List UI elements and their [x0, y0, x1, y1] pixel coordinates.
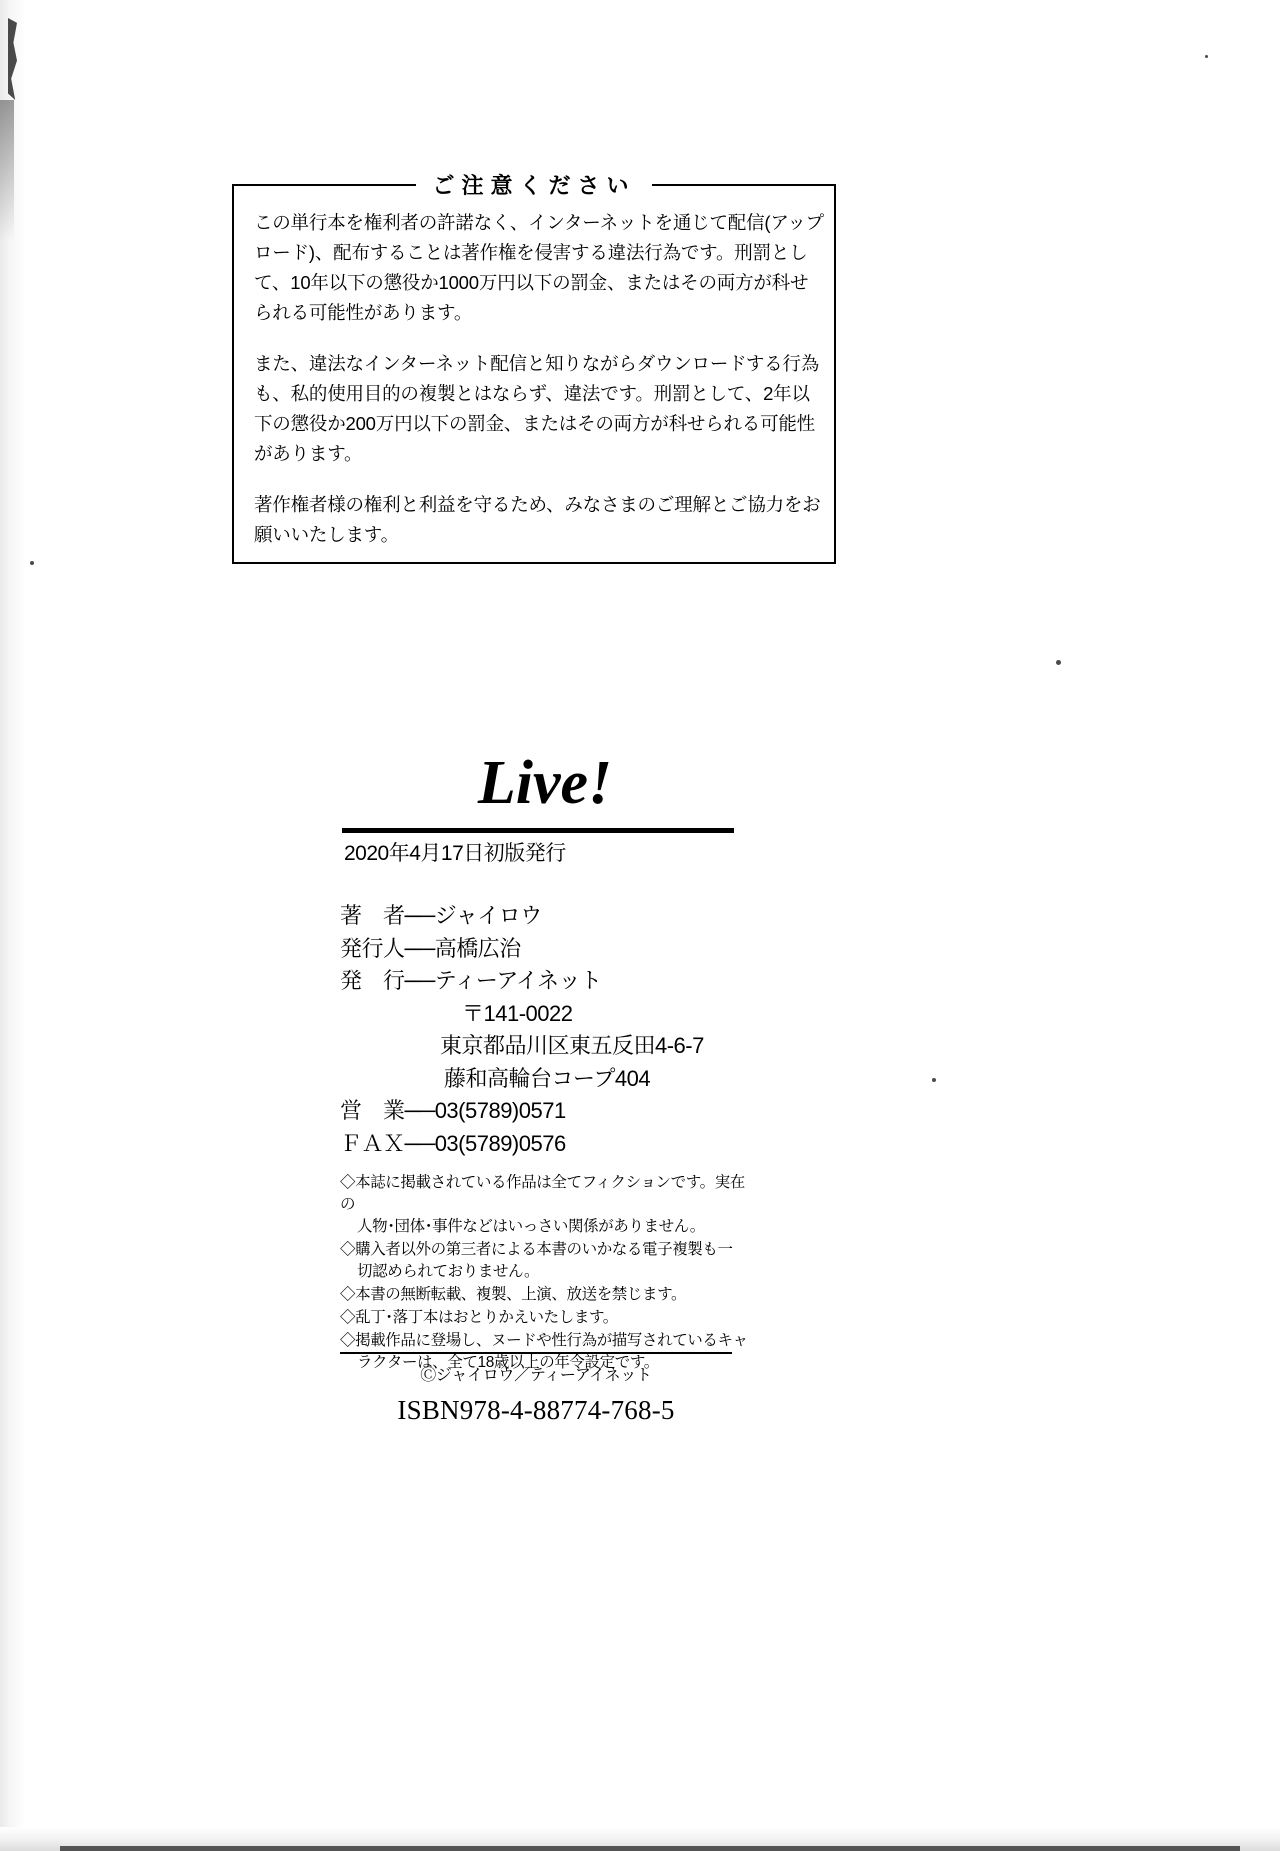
- note-item: [340, 1307, 750, 1329]
- isbn-number: ISBN978-4-88774-768-5: [397, 1395, 675, 1425]
- scan-edge-left: [0, 0, 26, 1851]
- note-item: [340, 1284, 750, 1306]
- scan-edge-bottom: [0, 1827, 1280, 1851]
- publication-date: 2020年4月17日初版発行: [344, 842, 566, 865]
- scan-speck: [1056, 660, 1061, 665]
- note-text-cont: 人物･団体･事件などはいっさい関係がありません。: [357, 1218, 705, 1235]
- notice-paragraph: 著作権者様の権利と利益を守るため、みなさまのご理解とご協力をお願いいたします。: [254, 493, 821, 545]
- credit-value: ジャイロウ: [434, 903, 542, 928]
- note-text-cont: 切認められておりません。: [357, 1263, 540, 1280]
- address-line: 東京都品川区東五反田4-6-7: [440, 1033, 704, 1059]
- scan-speck: [30, 561, 34, 565]
- notice-paragraph: また、違法なインターネット配信と知りながらダウンロードする行為も、私的使用目的の複製とはならず、違法です。刑罰として、2年以下の懲役か200万円以下の罰金、またはその両方が科せられる可能性があります。: [254, 352, 820, 464]
- credit-value: 03(5789)0571: [434, 1098, 566, 1124]
- notice-paragraph: この単行本を権利者の許諾なく、インターネットを通じて配信(アップロード)、配布することは著作権を侵害する違法行為です。刑罰として、10年以下の懲役か1000万円以下の罰金、またはその両方が科せられる可能性があります。: [254, 212, 824, 323]
- credit-value: 03(5789)0576: [434, 1130, 566, 1156]
- credit-label: 発行人──: [340, 935, 435, 961]
- notice-body: [254, 208, 824, 550]
- address-line: 〒141-0022: [462, 1000, 573, 1026]
- note-text: ◇本誌に掲載されている作品は全てフィクションです。実在の: [340, 1174, 745, 1213]
- note-text-cont: ラクターは、全て18歳以上の年令設定です。: [357, 1354, 659, 1371]
- credit-row: [340, 965, 760, 998]
- scan-speck: [1205, 55, 1208, 58]
- note-text: ◇本書の無断転載、複製、上演、放送を禁じます。: [340, 1286, 687, 1303]
- credit-label: ＦＡＸ──: [340, 1130, 435, 1156]
- note-item: [340, 1172, 750, 1238]
- credit-row: [340, 1128, 760, 1161]
- credit-row: [340, 900, 760, 933]
- divider-thick: [342, 828, 734, 833]
- copyright-line: Ⓒジャイロウ／ティーアイネット: [420, 1367, 652, 1384]
- credit-value: ティーアイネット: [434, 968, 602, 994]
- credit-label: 営 業──: [340, 1098, 435, 1124]
- note-item: [340, 1239, 750, 1283]
- credit-row: [340, 933, 760, 966]
- colophon-header: [342, 749, 742, 867]
- note-text: ◇購入者以外の第三者による本書のいかなる電子複製も一: [340, 1241, 733, 1258]
- credit-label: 著 者──: [340, 903, 435, 928]
- colophon-credits: [340, 900, 760, 1160]
- credit-row: [340, 1095, 760, 1128]
- scan-speck: [932, 1078, 936, 1082]
- book-title-logo: Live!: [477, 749, 613, 817]
- credit-label: 発 行──: [340, 968, 435, 994]
- notice-title: ご注意ください: [416, 169, 651, 200]
- address-line: 藤和高輪台コープ404: [444, 1065, 651, 1091]
- note-text: ◇掲載作品に登場し、ヌードや性行為が描写されているキャ: [340, 1332, 748, 1349]
- colophon-notes: [340, 1172, 750, 1375]
- credit-value: 高橋広治: [434, 935, 521, 961]
- notice-title-container: [232, 163, 836, 205]
- note-text: ◇乱丁･落丁本はおとりかえいたします。: [340, 1309, 618, 1326]
- divider-thin: [340, 1352, 732, 1354]
